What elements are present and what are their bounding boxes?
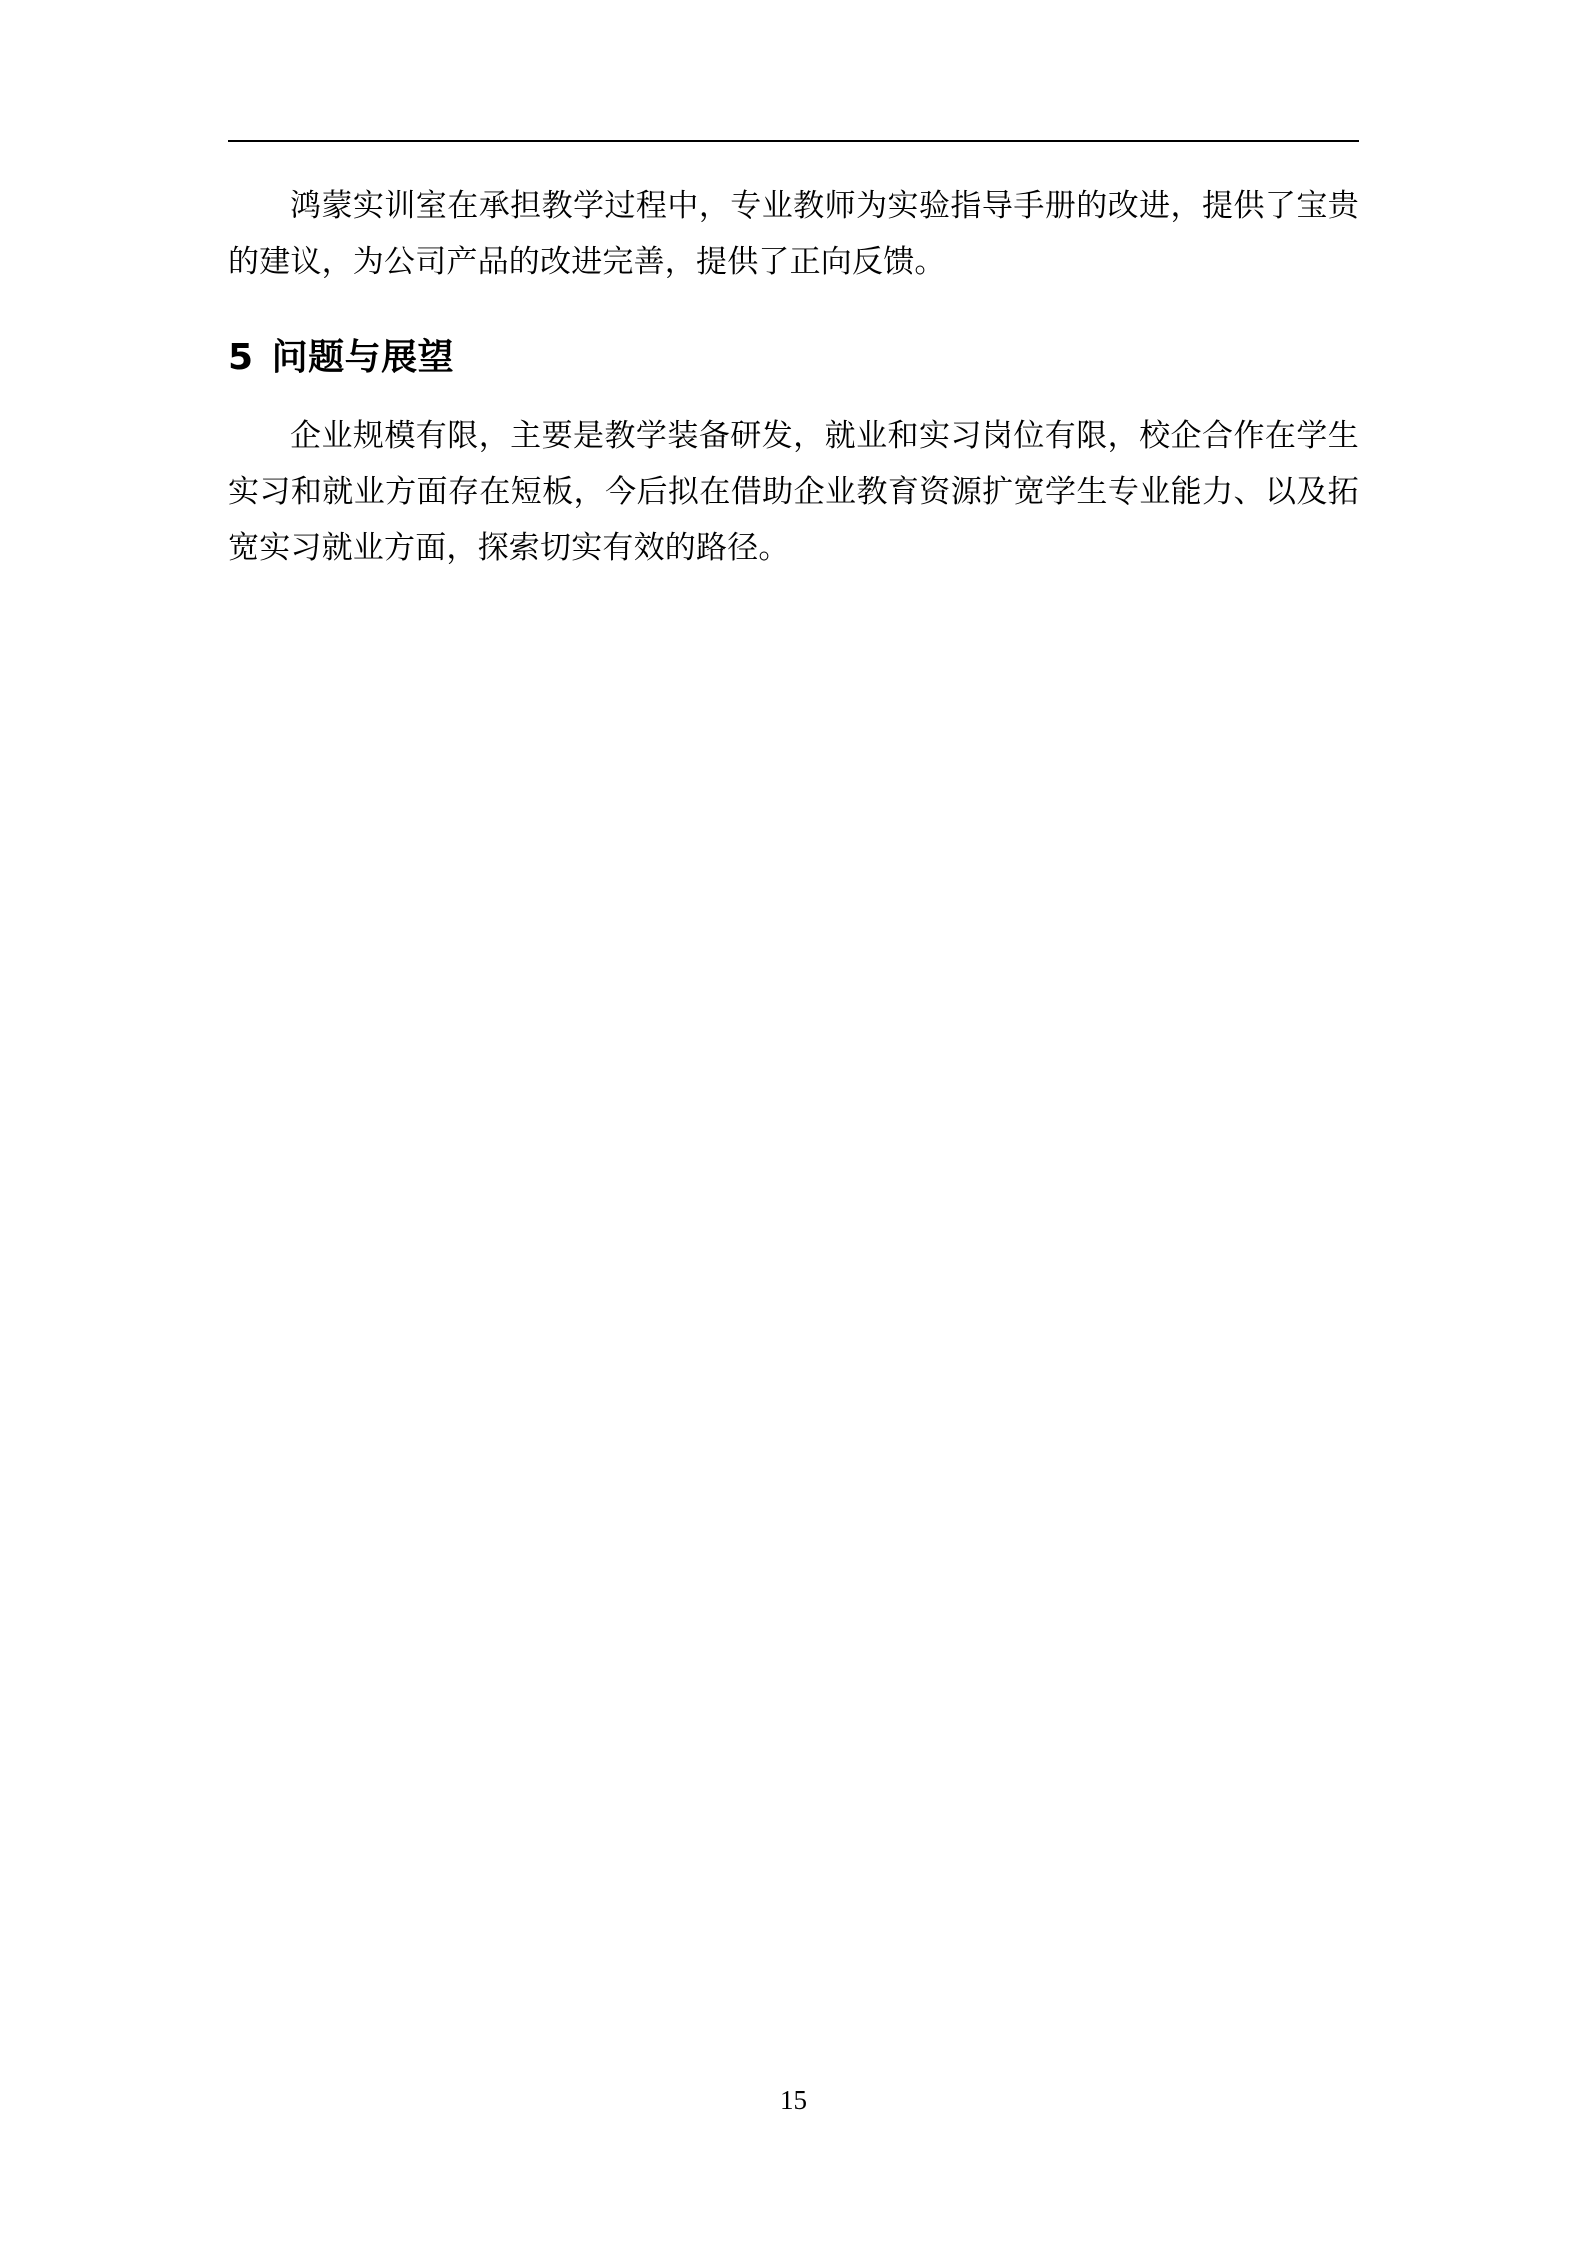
page-content: [228, 178, 1359, 582]
paragraph-intro: 鸿蒙实训室在承担教学过程中，专业教师为实验指导手册的改进，提供了宝贵的建议，为公司产品的改进完善，提供了正向反馈。: [228, 188, 1359, 279]
section-number: 5: [228, 337, 254, 378]
section-heading: [228, 330, 1359, 386]
header-rule: [228, 140, 1359, 142]
paragraph-section-body: 企业规模有限，主要是教学装备研发，就业和实习岗位有限，校企合作在学生实习和就业方面存在短板，今后拟在借助企业教育资源扩宽学生专业能力、以及拓宽实习就业方面，探索切实有效的路径。: [228, 418, 1359, 565]
page-number: 15: [780, 2085, 807, 2115]
section-title: 问题与展望: [271, 337, 455, 378]
